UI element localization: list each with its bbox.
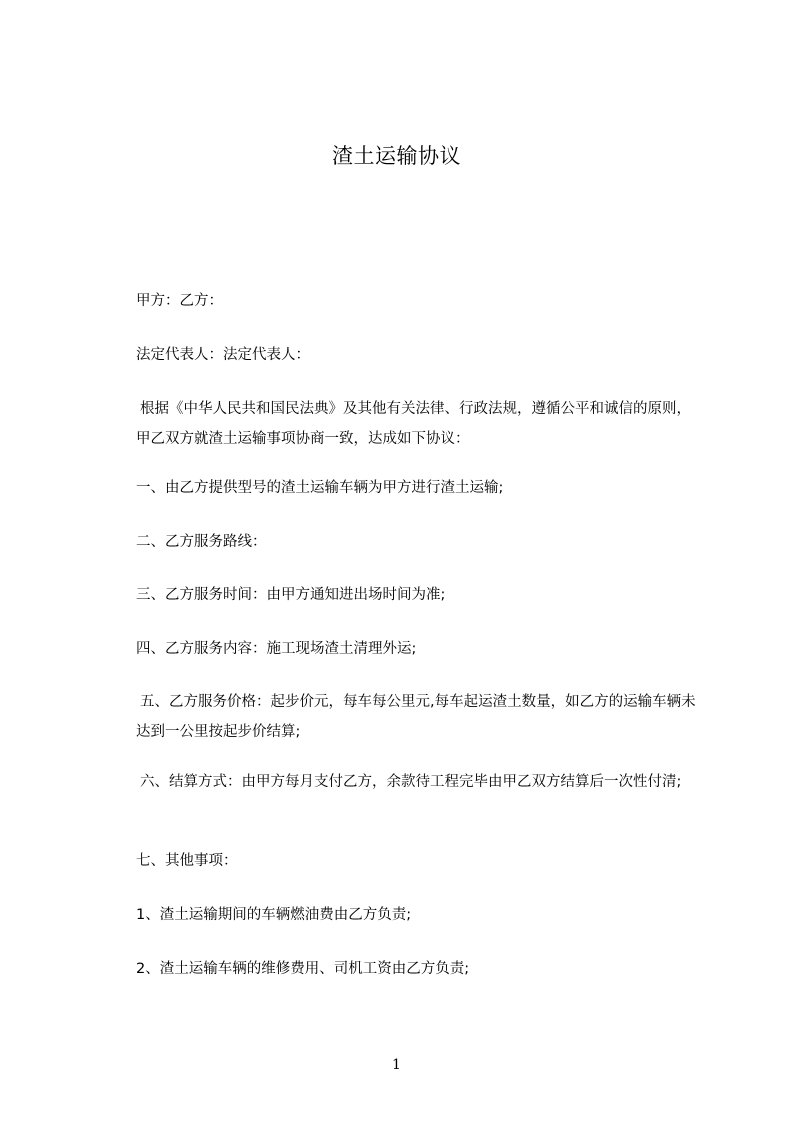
legal-representative-line: 法定代表人：法定代表人： — [136, 347, 310, 363]
clause-1: 一、由乙方提供型号的渣土运输车辆为甲方进行渣土运输; — [136, 480, 504, 496]
clause-4: 四、乙方服务内容：施工现场渣土清理外运; — [136, 641, 417, 657]
preamble-paragraph: 根据《中华人民共和国民法典》及其他有关法律、行政法规，遵循公平和诚信的原则，甲乙双方就渣土运输事项协商一致，达成如下协议： — [136, 401, 691, 447]
clause-7: 七、其他事项： — [136, 853, 238, 869]
clause-3: 三、乙方服务时间：由甲方通知进出场时间为准; — [136, 587, 446, 603]
party-line: 甲方：乙方： — [136, 293, 223, 309]
clause-5: 五、乙方服务价格：起步价元，每车每公里元,每车起运渣土数量，如乙方的运输车辆未达到一公里按起步价结算; — [136, 694, 696, 740]
document-title: 渣土运输协议 — [332, 144, 461, 168]
clause-7-item-1: 1、渣土运输期间的车辆燃油费由乙方负责; — [136, 907, 412, 923]
page-number: 1 — [392, 1057, 401, 1073]
clause-6: 六、结算方式：由甲方每月支付乙方，余款待工程完毕由甲乙双方结算后一次性付清; — [140, 774, 682, 790]
clause-7-item-2: 2、渣土运输车辆的维修费用、司机工资由乙方负责; — [136, 961, 470, 977]
clause-2: 二、乙方服务路线： — [136, 534, 267, 550]
